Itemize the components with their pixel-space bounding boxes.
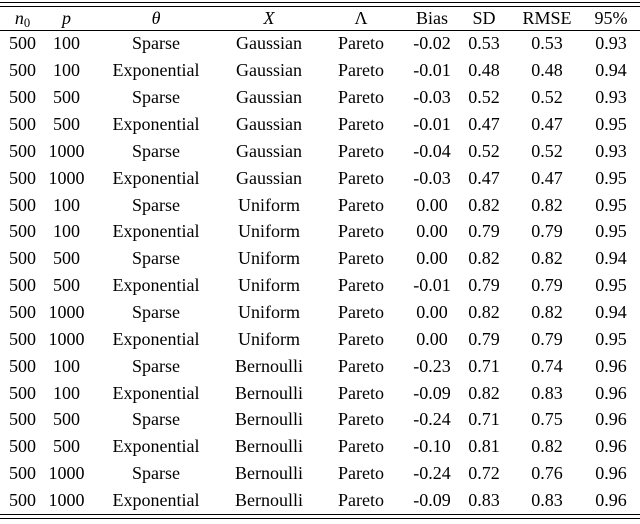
table-cell: 0.79: [531, 328, 563, 349]
table-cell: Sparse: [132, 302, 180, 322]
table-cell: Pareto: [338, 167, 384, 188]
table-row: [0, 326, 640, 353]
bottom-double-rule: [0, 514, 640, 519]
table-row: [0, 165, 640, 192]
column-header-p: [45, 7, 88, 30]
table-cell: 0.95: [595, 114, 627, 135]
column-header-label: X: [263, 7, 275, 28]
table-cell: Pareto: [338, 275, 384, 296]
table-cell: 0.52: [531, 87, 563, 108]
table-row: [0, 30, 640, 57]
table-cell: 0.48: [531, 60, 563, 81]
table-cell: -0.24: [413, 409, 451, 430]
table-cell: 0.94: [595, 248, 627, 269]
table-cell: -0.01: [413, 60, 451, 81]
table-cell: 0.82: [531, 194, 563, 215]
table-cell: 0.79: [531, 221, 563, 242]
table-cell: 0.96: [595, 463, 627, 484]
table-cell: 500: [9, 60, 36, 81]
table-cell: -0.03: [413, 167, 451, 188]
column-header-label: 95%: [594, 7, 628, 28]
table-cell: 0.71: [468, 355, 500, 376]
table-cell: Gaussian: [236, 33, 302, 54]
table-cell: 500: [9, 275, 36, 296]
column-header-label: n: [14, 7, 24, 28]
table-cell: Pareto: [338, 60, 384, 81]
table-cell: 0.00: [416, 194, 448, 215]
table-cell: 0.95: [595, 194, 627, 215]
table-cell: -0.09: [413, 382, 451, 403]
table-cell: 0.96: [595, 409, 627, 430]
table-cell: Exponential: [112, 328, 200, 349]
table-cell: Exponential: [112, 436, 200, 457]
table-cell: 500: [53, 87, 80, 108]
table-cell: Pareto: [338, 87, 384, 108]
table-row: [0, 272, 640, 299]
table-row: [0, 245, 640, 272]
table-cell: Pareto: [338, 382, 384, 403]
table-cell: -0.01: [413, 114, 451, 135]
table-cell: 0.79: [468, 221, 500, 242]
column-header-Lambda: [314, 7, 408, 30]
table-cell: -0.23: [413, 355, 451, 376]
column-header-label: RMSE: [522, 7, 572, 28]
table-cell: -0.09: [413, 489, 451, 510]
table-cell: 100: [53, 194, 80, 215]
table-cell: 1000: [48, 489, 85, 510]
table-cell: -0.04: [413, 140, 451, 161]
table-cell: 0.82: [468, 248, 500, 269]
table-cell: 0.83: [531, 382, 563, 403]
column-header-X: [224, 7, 314, 30]
table-cell: 1000: [48, 167, 85, 188]
table-cell: 0.47: [531, 114, 563, 135]
table-cell: 0.79: [531, 275, 563, 296]
table-cell: 500: [9, 33, 36, 54]
table-cell: Pareto: [338, 436, 384, 457]
table-cell: 500: [9, 194, 36, 215]
table-cell: 0.96: [595, 355, 627, 376]
table-cell: 0.82: [531, 436, 563, 457]
table-cell: Uniform: [238, 328, 300, 349]
table-cell: 0.48: [468, 60, 500, 81]
table-cell: 0.95: [595, 221, 627, 242]
table-cell: 1000: [48, 140, 85, 161]
table-cell: Bernoulli: [235, 436, 303, 457]
table-cell: 0.52: [468, 87, 500, 108]
table-cell: 500: [9, 355, 36, 376]
table-cell: 0.82: [468, 194, 500, 215]
table-cell: 0.82: [468, 302, 500, 322]
column-header-ci95: [582, 7, 640, 30]
table-cell: Exponential: [112, 489, 200, 510]
table-cell: Exponential: [112, 275, 200, 296]
table-cell: 0.83: [531, 489, 563, 510]
table-cell: 0.82: [468, 382, 500, 403]
table-cell: 0.95: [595, 275, 627, 296]
table-cell: Uniform: [238, 275, 300, 296]
table-cell: 0.74: [531, 355, 563, 376]
table-cell: 0.00: [416, 328, 448, 349]
table-cell: 500: [9, 382, 36, 403]
table-cell: Pareto: [338, 302, 384, 322]
table-cell: 500: [9, 114, 36, 135]
table-cell: Exponential: [112, 167, 200, 188]
table-cell: 0.75: [531, 409, 563, 430]
table-cell: Exponential: [112, 221, 200, 242]
table-row: [0, 111, 640, 138]
table-cell: 100: [53, 60, 80, 81]
table-cell: 1000: [48, 302, 85, 322]
table-cell: Sparse: [132, 87, 180, 108]
table-cell: 500: [9, 328, 36, 349]
table-cell: 0.82: [531, 248, 563, 269]
column-header-n0: [0, 7, 45, 30]
table-cell: Gaussian: [236, 87, 302, 108]
table-cell: 500: [53, 436, 80, 457]
table-cell: 0.76: [531, 463, 563, 484]
table-cell: 0.93: [595, 140, 627, 161]
table-cell: 0.79: [468, 328, 500, 349]
table-cell: 0.47: [468, 114, 500, 135]
table-cell: Gaussian: [236, 60, 302, 81]
table-row: [0, 219, 640, 246]
table-row: [0, 192, 640, 219]
table-cell: 0.00: [416, 221, 448, 242]
table-row: [0, 487, 640, 514]
table-cell: Bernoulli: [235, 355, 303, 376]
table-cell: 500: [53, 114, 80, 135]
table-cell: 500: [9, 463, 36, 484]
results-table: [0, 7, 640, 514]
table-cell: 500: [9, 87, 36, 108]
table-cell: Exponential: [112, 60, 200, 81]
table-cell: Uniform: [238, 248, 300, 269]
table-cell: Uniform: [238, 302, 300, 322]
column-header-label: θ: [151, 7, 161, 28]
column-header-label: Bias: [415, 7, 448, 28]
table-row: [0, 57, 640, 84]
table-row: [0, 299, 640, 326]
table-cell: -0.01: [413, 275, 451, 296]
table-cell: Pareto: [338, 114, 384, 135]
table-cell: 500: [9, 302, 36, 322]
table-cell: Pareto: [338, 409, 384, 430]
table-cell: Sparse: [132, 140, 180, 161]
table-cell: 100: [53, 33, 80, 54]
table-cell: 0.71: [468, 409, 500, 430]
table-row: [0, 433, 640, 460]
table-cell: Pareto: [338, 194, 384, 215]
table-cell: 0.52: [468, 140, 500, 161]
table-cell: Uniform: [238, 194, 300, 215]
table-cell: -0.24: [413, 463, 451, 484]
table-cell: Bernoulli: [235, 463, 303, 484]
table-cell: 0.96: [595, 382, 627, 403]
table-cell: 1000: [48, 463, 85, 484]
table-row: [0, 138, 640, 165]
column-header-label: SD: [472, 7, 496, 28]
table-cell: Pareto: [338, 328, 384, 349]
table-row: [0, 380, 640, 407]
table-cell: Pareto: [338, 140, 384, 161]
table-cell: 0.95: [595, 328, 627, 349]
table-row: [0, 406, 640, 433]
table-cell: -0.02: [413, 33, 451, 54]
table-body: [0, 30, 640, 514]
table-cell: 0.47: [531, 167, 563, 188]
table-cell: 500: [9, 167, 36, 188]
table-cell: Gaussian: [236, 114, 302, 135]
column-header-theta: [88, 7, 224, 30]
column-header-rmse: [512, 7, 582, 30]
table-cell: Pareto: [338, 463, 384, 484]
table-cell: 500: [9, 489, 36, 510]
table-cell: 0.00: [416, 302, 448, 322]
table-cell: 1000: [48, 328, 85, 349]
table-cell: Sparse: [132, 248, 180, 269]
table-cell: Exponential: [112, 114, 200, 135]
table-cell: 0.53: [531, 33, 563, 54]
table-cell: Sparse: [132, 194, 180, 215]
table-cell: 0.96: [595, 436, 627, 457]
table-cell: Exponential: [112, 382, 200, 403]
table-cell: 0.82: [531, 302, 563, 322]
table-cell: Sparse: [132, 33, 180, 54]
column-header-bias: [408, 7, 456, 30]
table-cell: Pareto: [338, 489, 384, 510]
table-cell: Bernoulli: [235, 409, 303, 430]
table-cell: 100: [53, 221, 80, 242]
table-cell: 0.93: [595, 87, 627, 108]
table-cell: Sparse: [132, 409, 180, 430]
table-cell: 0.53: [468, 33, 500, 54]
table-cell: -0.10: [413, 436, 451, 457]
column-header-subscript: 0: [23, 15, 31, 30]
table-cell: 0.72: [468, 463, 500, 484]
table-cell: 500: [9, 221, 36, 242]
table-cell: 500: [53, 248, 80, 269]
table-row: [0, 84, 640, 111]
table-cell: 0.79: [468, 275, 500, 296]
table-cell: Bernoulli: [235, 382, 303, 403]
table-cell: 100: [53, 355, 80, 376]
table-cell: Pareto: [338, 355, 384, 376]
table-cell: Uniform: [238, 221, 300, 242]
table-cell: 0.52: [531, 140, 563, 161]
table-cell: 0.47: [468, 167, 500, 188]
table-cell: 500: [53, 275, 80, 296]
table-cell: 0.00: [416, 248, 448, 269]
table-cell: 500: [9, 436, 36, 457]
table-cell: 500: [53, 409, 80, 430]
table-cell: Bernoulli: [235, 489, 303, 510]
table-cell: 0.94: [595, 302, 627, 322]
column-header-label: p: [62, 7, 71, 28]
table-cell: 100: [53, 382, 80, 403]
table-cell: 0.83: [468, 489, 500, 510]
table-cell: 0.96: [595, 489, 627, 510]
table-cell: 500: [9, 409, 36, 430]
table-cell: Gaussian: [236, 140, 302, 161]
table-cell: Pareto: [338, 33, 384, 54]
header-row: [0, 7, 640, 30]
column-header-label: Λ: [354, 7, 368, 28]
table-cell: Gaussian: [236, 167, 302, 188]
table-row: [0, 353, 640, 380]
table-cell: 0.81: [468, 436, 500, 457]
table-cell: Pareto: [338, 221, 384, 242]
table-cell: Sparse: [132, 463, 180, 484]
column-header-sd: [456, 7, 512, 30]
table-cell: 0.93: [595, 33, 627, 54]
table-cell: Sparse: [132, 355, 180, 376]
table-cell: 500: [9, 248, 36, 269]
table-cell: 0.95: [595, 167, 627, 188]
table-cell: 500: [9, 140, 36, 161]
table-cell: -0.03: [413, 87, 451, 108]
table-cell: 0.94: [595, 60, 627, 81]
table-row: [0, 460, 640, 487]
table-cell: Pareto: [338, 248, 384, 269]
